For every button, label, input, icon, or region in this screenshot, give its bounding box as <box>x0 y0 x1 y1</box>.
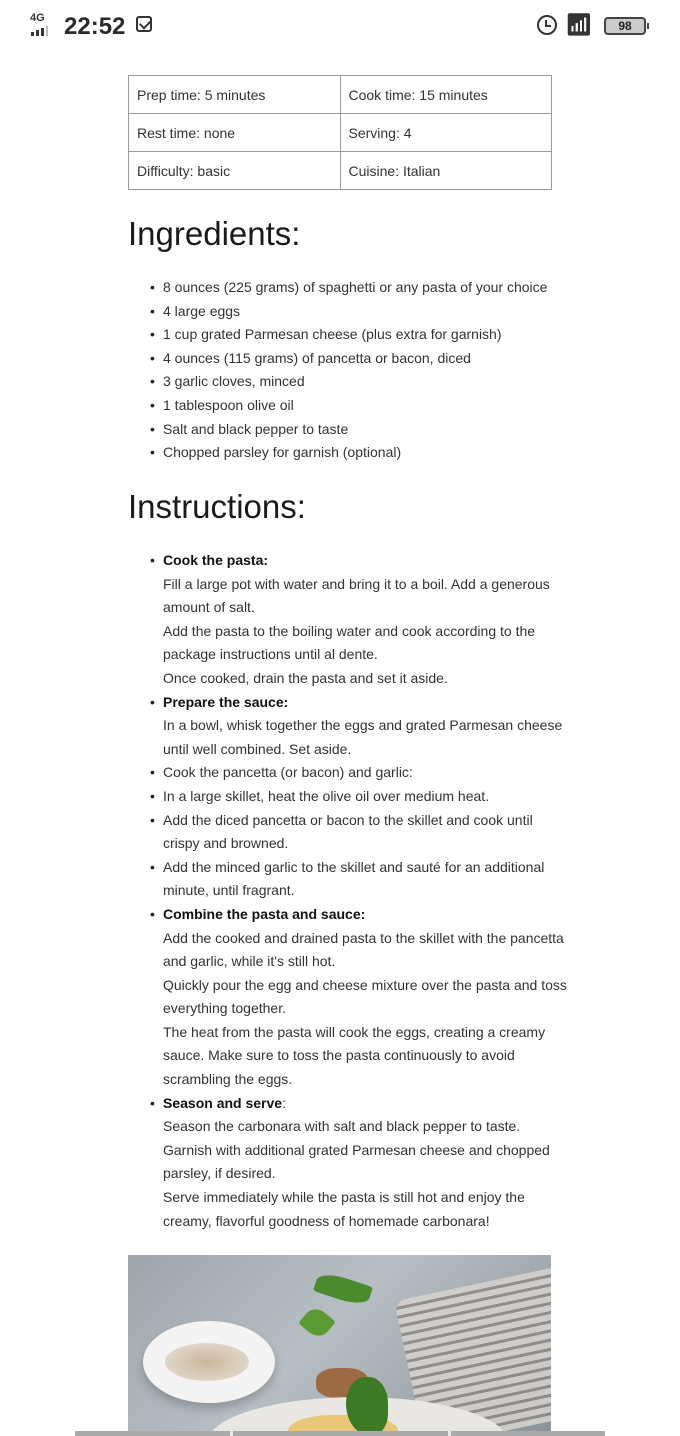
list-item: • 4 ounces (115 grams) of pancetta or bacon, diced <box>128 347 568 371</box>
list-item: • 8 ounces (225 grams) of spaghetti or any pasta of your choice <box>128 276 568 300</box>
table-row <box>129 152 552 190</box>
step-line: Serve immediately while the pasta is still hot and enjoy the creamy, flavorful goodness of homemade carbonara! <box>163 1189 525 1229</box>
step-heading: Prepare the sauce: <box>163 693 289 710</box>
step-heading: Cook the pasta: <box>163 552 269 568</box>
basil-leaf-shape <box>298 1304 336 1341</box>
wifi-icon: 📶︎ <box>565 12 593 37</box>
basil-leaf-shape <box>313 1270 373 1308</box>
step-line: Garnish with additional grated Parmesan cheese and chopped parsley, if desired. <box>163 1141 550 1182</box>
table-row <box>129 76 552 114</box>
step-line: Season the carbonara with salt and black pepper to taste. <box>163 1118 521 1135</box>
ingredients-heading: Ingredients: <box>128 215 301 252</box>
instruction-step <box>128 903 568 1092</box>
table-cell: Difficulty: basic <box>129 152 341 190</box>
instruction-step <box>128 1092 568 1234</box>
carbonara-photo <box>128 1255 551 1436</box>
alarm-icon <box>537 15 557 35</box>
table-cell: Prep time: 5 minutes <box>129 76 341 114</box>
step-line: Add the pasta to the boiling water and cook according to the package instructions until al dente. <box>163 622 536 663</box>
recipe-content <box>128 75 567 1229</box>
step-line: Once cooked, drain the pasta and set it aside. <box>163 669 448 686</box>
list-item: • 3 garlic cloves, minced <box>128 370 568 394</box>
step-line: Add the cooked and drained pasta to the skillet with the pancetta and garlic, while it's still hot. <box>163 929 564 970</box>
instructions-list <box>128 549 568 1233</box>
table-cell: Cuisine: Italian <box>340 152 552 190</box>
signal-icon <box>31 26 48 36</box>
table-cell: Serving: 4 <box>340 114 552 152</box>
instruction-step <box>128 691 568 762</box>
clock: 22:52 <box>64 13 126 40</box>
instruction-step: • Add the minced garlic to the skillet and sauté for an additional minute, until fragrant. <box>128 856 568 903</box>
recipe-info-table <box>128 75 552 190</box>
mail-notification-icon <box>136 16 152 32</box>
step-line: Fill a large pot with water and bring it to a boil. Add a generous amount of salt. <box>163 575 550 616</box>
list-item: • 4 large eggs <box>128 300 568 324</box>
step-line: In a bowl, whisk together the eggs and grated Parmesan cheese until well combined. Set aside. <box>163 717 563 757</box>
list-item: • 1 tablespoon olive oil <box>128 394 568 418</box>
table-cell: Cook time: 15 minutes <box>340 76 552 114</box>
table-cell: Rest time: none <box>129 114 341 152</box>
bottom-toolbar-hint[interactable] <box>75 1431 605 1436</box>
status-bar <box>0 0 680 52</box>
instructions-heading: Instructions: <box>128 488 306 525</box>
step-heading-colon: : <box>282 1094 286 1111</box>
step-heading: Combine the pasta and sauce: <box>163 905 366 922</box>
network-type: 4G <box>30 12 45 24</box>
list-item: • 1 cup grated Parmesan cheese (plus extra for garnish) <box>128 323 568 347</box>
list-item: • Salt and black pepper to taste <box>128 418 568 442</box>
basil-garnish-shape <box>346 1377 388 1435</box>
table-row <box>129 114 552 152</box>
instruction-step: • Cook the pancetta (or bacon) and garlic: <box>128 761 568 785</box>
list-item: • Chopped parsley for garnish (optional) <box>128 441 568 465</box>
instruction-step: • Add the diced pancetta or bacon to the skillet and cook until crispy and browned. <box>128 809 568 856</box>
step-line: Quickly pour the egg and cheese mixture over the pasta and toss everything together. <box>163 976 567 1017</box>
ingredients-list <box>128 276 568 465</box>
step-heading: Season and serve <box>163 1094 283 1111</box>
instruction-step: • In a large skillet, heat the olive oil over medium heat. <box>128 785 568 809</box>
instruction-step <box>128 549 568 691</box>
battery-icon: 98 <box>604 17 646 35</box>
step-line: The heat from the pasta will cook the eggs, creating a creamy sauce. Make sure to toss the pasta continuously to avoid scrambling the eggs. <box>163 1023 546 1088</box>
bowl-shape <box>143 1321 275 1403</box>
